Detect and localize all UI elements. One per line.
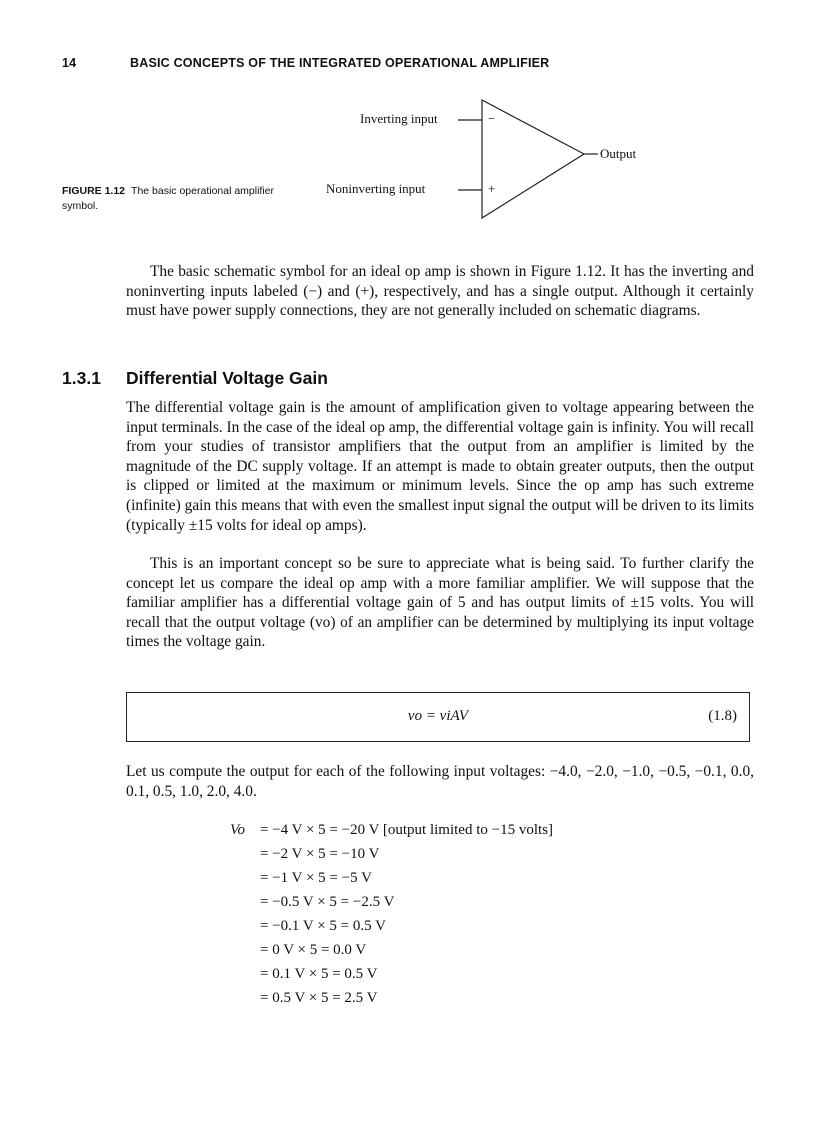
running-head [62,56,549,70]
inverting-input-label: Inverting input [360,111,438,126]
caption-text: The basic operational amplifier symbol. [62,185,275,212]
section-number: 1.3.1 [62,368,101,388]
equation-body: vo = viAV [407,708,469,724]
section-heading [62,368,328,389]
figure-caption [62,184,312,214]
calc-expression: = −4 V × 5 = −20 V [output limited to −15 volts] [260,822,553,838]
gain-paragraph-1 [126,398,754,535]
equation-box [126,692,750,742]
opamp-symbol-figure [300,98,660,226]
calc-expression: = −0.1 V × 5 = 0.5 V [260,918,386,934]
page-number: 14 [62,56,77,70]
plus-sign-label: + [488,181,496,196]
running-title: BASIC CONCEPTS OF THE INTEGRATED OPERATIONAL AMPLIFIER [130,56,550,70]
intro-paragraph [126,262,754,321]
equation-number: (1.8) [708,708,737,724]
calc-expression: = 0.5 V × 5 = 2.5 V [260,990,378,1006]
output-label: Output [600,146,637,161]
gain-paragraph-1-text: The differential voltage gain is the amount of amplification given to voltage appearing between the input terminals. In the case of the ideal op amp, the differential voltage gain is infinity. You will recall from your studies of transistor amplifiers that the output from an amplifier is limited by the magnitude of the DC supply voltage. If an attempt is made to obtain greater outputs, then the output is clipped or limited at the maximum or minimum levels. Since the op amp has such extreme (infinite) gain this means that with even the smallest input signal the output will be driven to its limits (typically ±15 volts for ideal op amps). [126,399,754,534]
opamp-symbol-diagram [300,98,660,226]
minus-sign-label: − [488,111,496,126]
figure-number: FIGURE 1.12 [62,185,126,197]
noninverting-input-label: Noninverting input [326,181,426,196]
gain-paragraph-2-text: This is an important concept so be sure to appreciate what is being said. To further clarify the concept let us compare the ideal op amp with a more familiar amplifier. We will suppose that the familiar amplifier has a differential voltage gain of 5 and has output limits of ±15 volts. You will recall that the output voltage (vo) of an amplifier can be determined by multiplying its input voltage times the voltage gain. [126,555,754,651]
compute-paragraph [126,762,754,801]
calc-expression: = 0.1 V × 5 = 0.5 V [260,966,378,982]
calc-expression: = −2 V × 5 = −10 V [260,846,380,862]
intro-paragraph-text: The basic schematic symbol for an ideal op amp is shown in Figure 1.12. It has the inverting and noninverting inputs labeled (−) and (+), respectively, and has a single output. Although it certainly must have power supply connections, they are not generally included on schematic diagrams. [126,263,754,320]
compute-paragraph-text: Let us compute the output for each of the following input voltages: −4.0, −2.0, −1.0, −0.5, −0.1, 0.0, 0.1, 0.5, 1.0, 2.0, 4.0. [126,763,754,800]
opamp-triangle [482,100,584,218]
gain-paragraph-2 [126,554,754,652]
calc-expression: = −1 V × 5 = −5 V [260,870,372,886]
calc-variable: Vo [230,822,245,838]
section-title: Differential Voltage Gain [126,368,328,388]
calc-expression: = 0 V × 5 = 0.0 V [260,942,367,958]
calc-expression: = −0.5 V × 5 = −2.5 V [260,894,395,910]
